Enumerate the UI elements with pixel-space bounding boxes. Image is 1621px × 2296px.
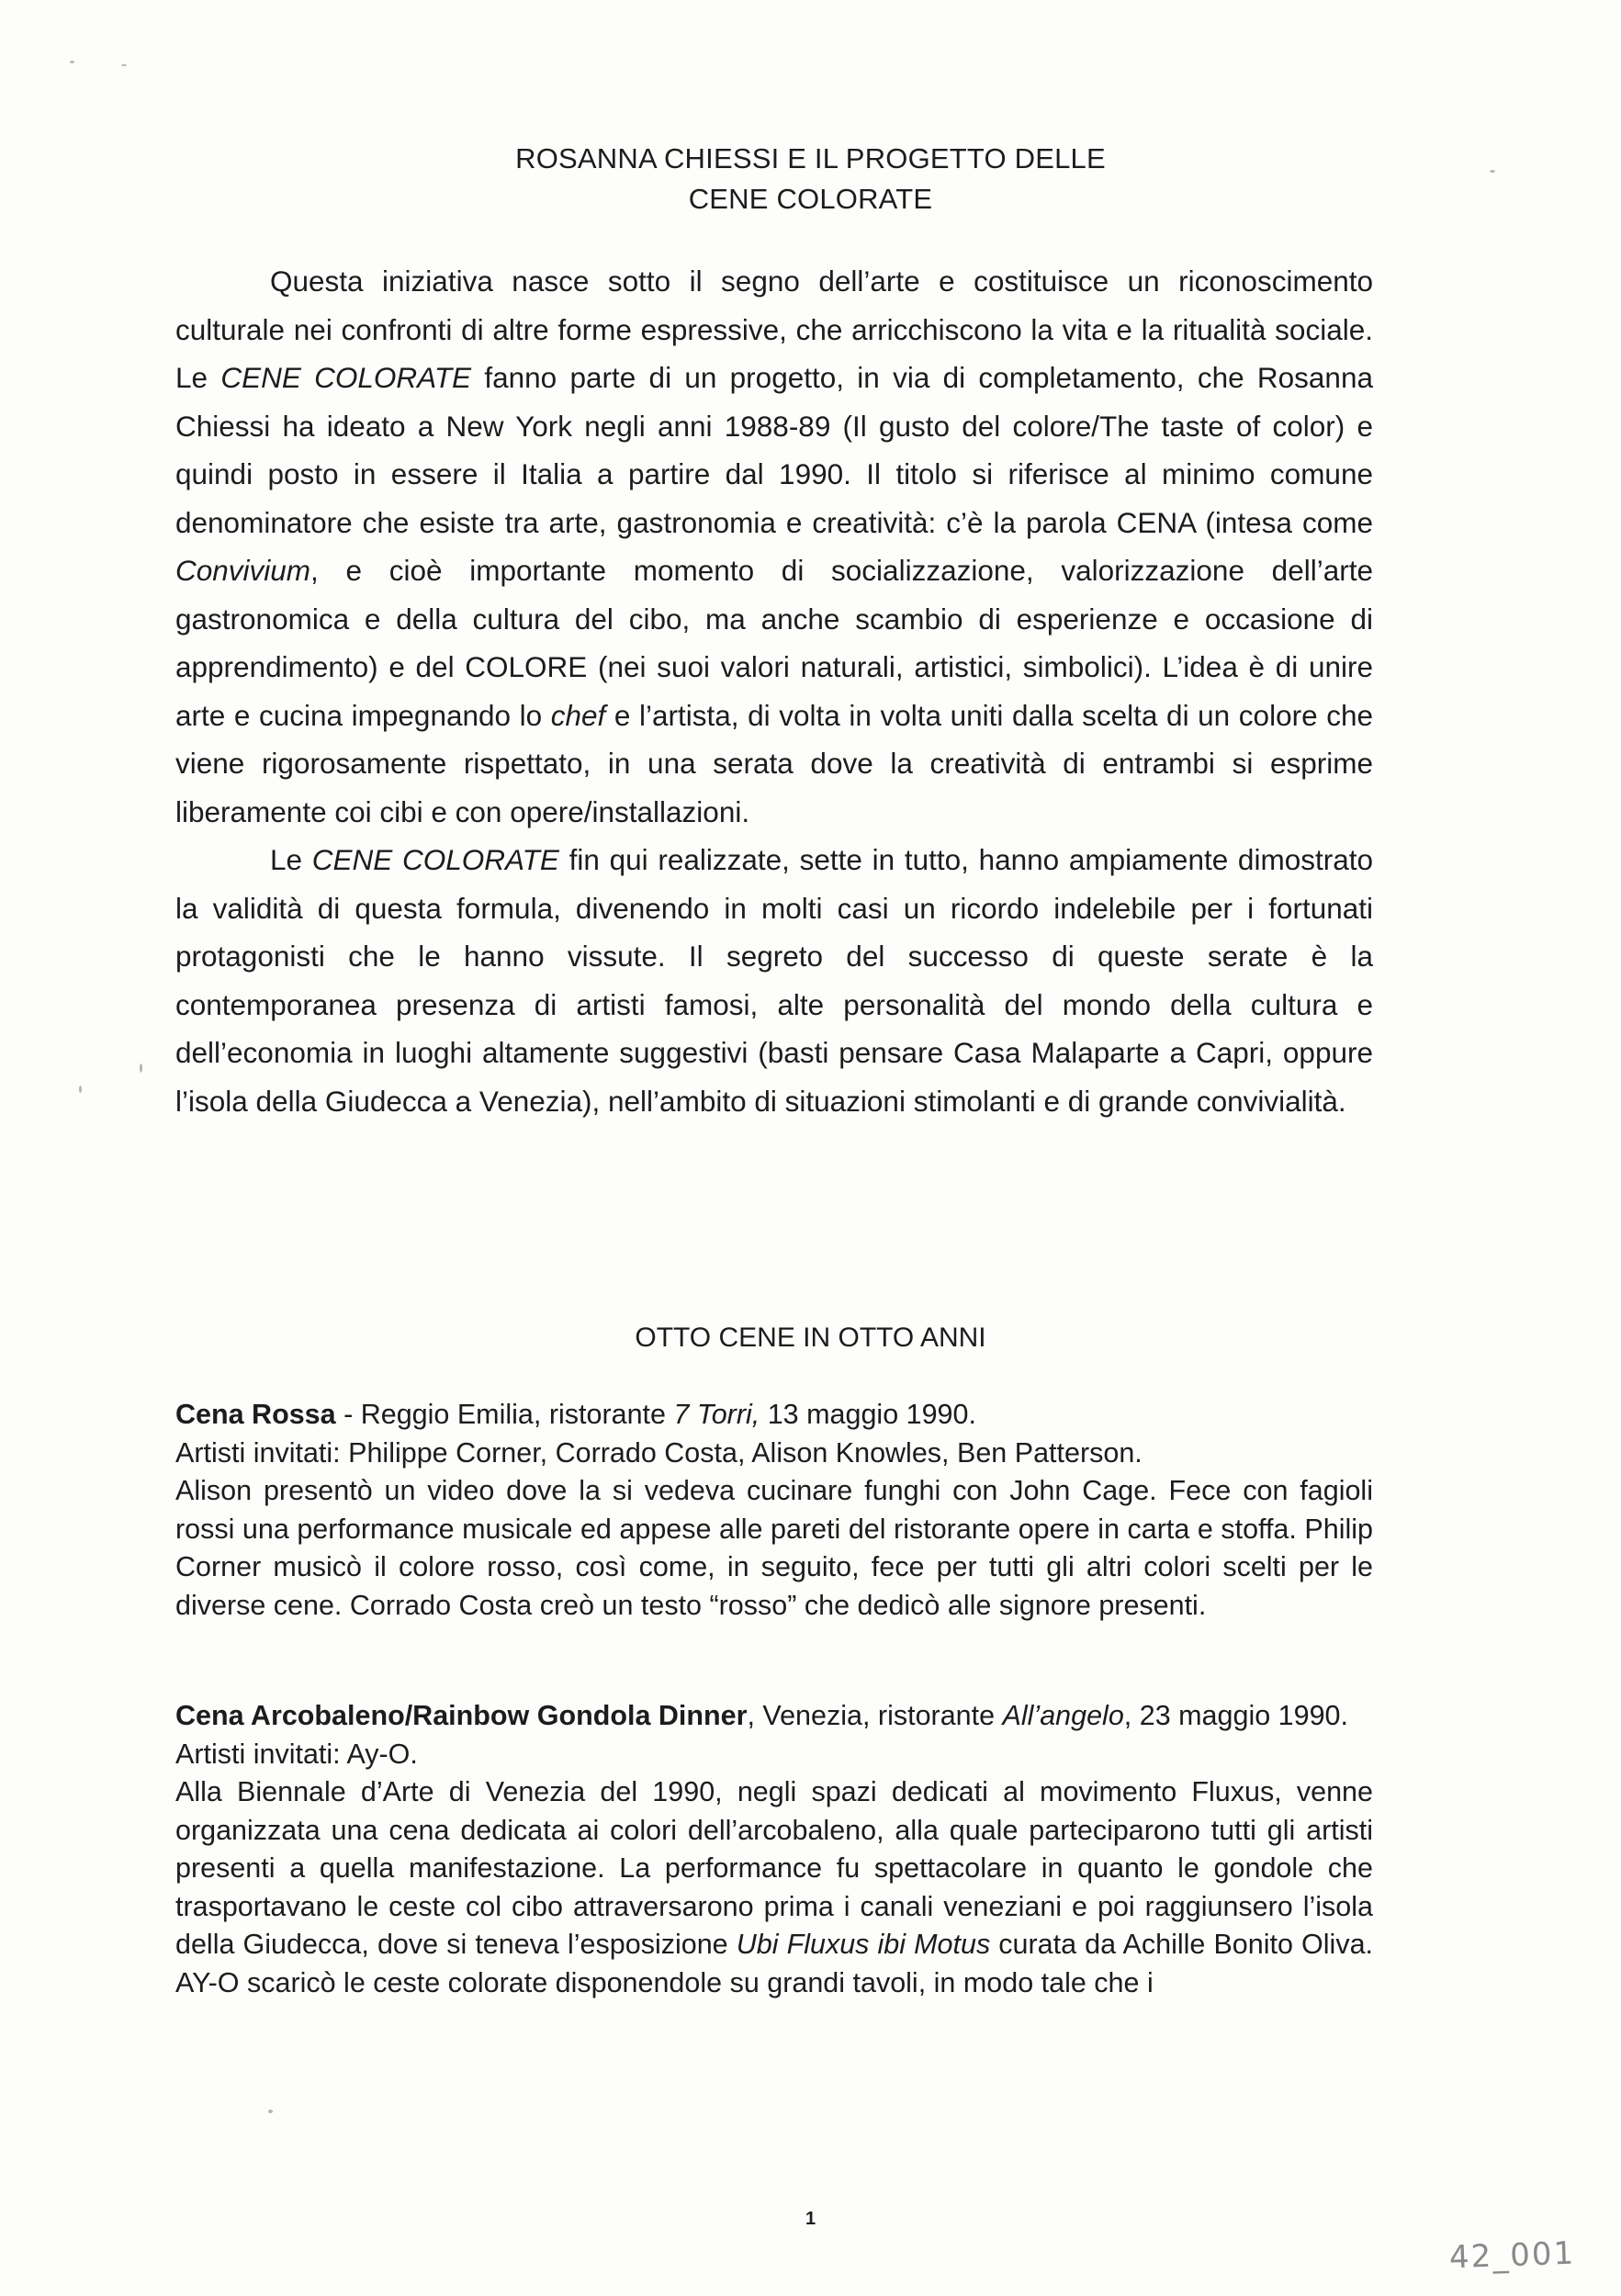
text-run: fanno parte di un progetto, in via di completamento, che Rosanna Chiessi ha ideato a New York negli anni 1988-89 (Il gusto del colore/The taste of color) e quindi posto in essere il Italia a partire dal 1990. Il titolo si riferisce al minimo comune denominatore che esiste tra arte, gastronomia e creatività: c’è la parola CENA (intesa come [175,361,1373,539]
entry-headline [175,1396,1373,1435]
section-heading: OTTO CENE IN OTTO ANNI [635,1322,986,1353]
archive-code: 42_001 [1448,2234,1576,2277]
dinner-entry [175,1697,1373,2002]
scan-speck [70,61,74,63]
italic-run: chef [550,698,606,732]
intro-paragraph-2 [175,836,1373,1125]
text-run: , e cioè importante momento di socializzazione, valorizzazione dell’arte gastronomica e della cultura del cibo, ma anche scambio di esperienze e occasione di apprendimento) e del COLORE (nei suoi valori naturali, artistici, simbolici). L’idea è di unire arte e cucina impegnando lo [175,554,1373,732]
scan-speck [268,2110,273,2113]
entry-name: Cena Rossa [175,1399,336,1430]
text-run: curata da Achille Bonito Oliva. AY-O scaricò le ceste colorate disponendole su grandi tavoli, in modo tale che i [175,1929,1373,1998]
italic-run: Convivium [175,554,311,587]
scan-speck [121,64,127,66]
document-title-line2: CENE COLORATE [688,183,933,215]
text-run: fin qui realizzate, sette in tutto, hanno ampiamente dimostrato la validità di questa formula, divenendo in molti casi un ricordo indelebile per i fortunati protagonisti che le hanno vissute. Il segreto del successo di queste serate è la contemporanea presenza di artisti famosi, alte personalità del mondo della cultura e dell’economia in luoghi altamente suggestivi (basti pensare Casa Malaparte a Capri, oppure l’isola della Giudecca a Venezia), nell’ambito di situazioni stimolanti e di grande convivialità. [175,843,1373,1118]
page-number: 1 [805,2209,816,2229]
text-run: Questa iniziativa nasce sotto il segno dell’arte e costituisce un riconoscimento culturale nei confronti di altre forme espressive, che arricchiscono la vita e la ritualità sociale. Le [175,264,1373,394]
entry-artists: Artisti invitati: Ay-O. [175,1738,418,1770]
text-run: e l’artista, di volta in volta uniti dalla scelta di un colore che viene rigorosamente rispettato, in una serata dove la creatività di entrambi si esprime liberamente coi cibi e con opere/installazioni. [175,698,1373,828]
entry-date: , 23 maggio 1990. [1123,1700,1348,1731]
intro-paragraph-1 [175,257,1373,836]
text-run: Alla Biennale d’Arte di Venezia del 1990, negli spazi dedicati al movimento Fluxus, venne organizzata una cena dedicata ai colori dell’arcobaleno, alla quale parteciparono tutti gli artisti presenti a quella manifestazione. La performance fu spettacolare in quanto le gondole che trasportavano le ceste col cibo attraversarono prima i canali veneziani e poi raggiunsero l’isola della Giudecca, dove si teneva l’esposizione [175,1776,1373,1960]
entry-name: Cena Arcobaleno/Rainbow Gondola Dinner [175,1700,748,1731]
italic-run: Ubi Fluxus ibi Motus [736,1929,991,1960]
entry-venue: 7 Torri, [673,1399,760,1430]
entry-info: - Reggio Emilia, ristorante [335,1399,674,1430]
dinner-entry [175,1396,1373,1625]
entry-venue: All’angelo [1002,1700,1124,1731]
entry-headline [175,1697,1373,1736]
intro-text [175,257,1373,1125]
text-run: Le [270,843,312,876]
scan-speck [140,1064,142,1073]
entry-description [175,1773,1373,2002]
italic-run: CENE COLORATE [220,361,472,394]
entry-info: , Venezia, ristorante [747,1700,1003,1731]
entry-date: 13 maggio 1990. [760,1399,976,1430]
document-title-line1: ROSANNA CHIESSI E IL PROGETTO DELLE [515,142,1106,174]
scan-speck [79,1086,82,1093]
italic-run: CENE COLORATE [311,843,559,876]
entry-artists: Artisti invitati: Philippe Corner, Corrado Costa, Alison Knowles, Ben Patterson. [175,1436,1143,1469]
entry-description: Alison presentò un video dove la si vedeva cucinare funghi con John Cage. Fece con fagioli rossi una performance musicale ed appese alle pareti del ristorante opere in carta e stoffa. Philip Corner musicò il colore rosso, così come, in seguito, fece per tutti gli altri colori scelti per le diverse cene. Corrado Costa creò un testo “rosso” che dedicò alle signore presenti. [175,1475,1373,1621]
